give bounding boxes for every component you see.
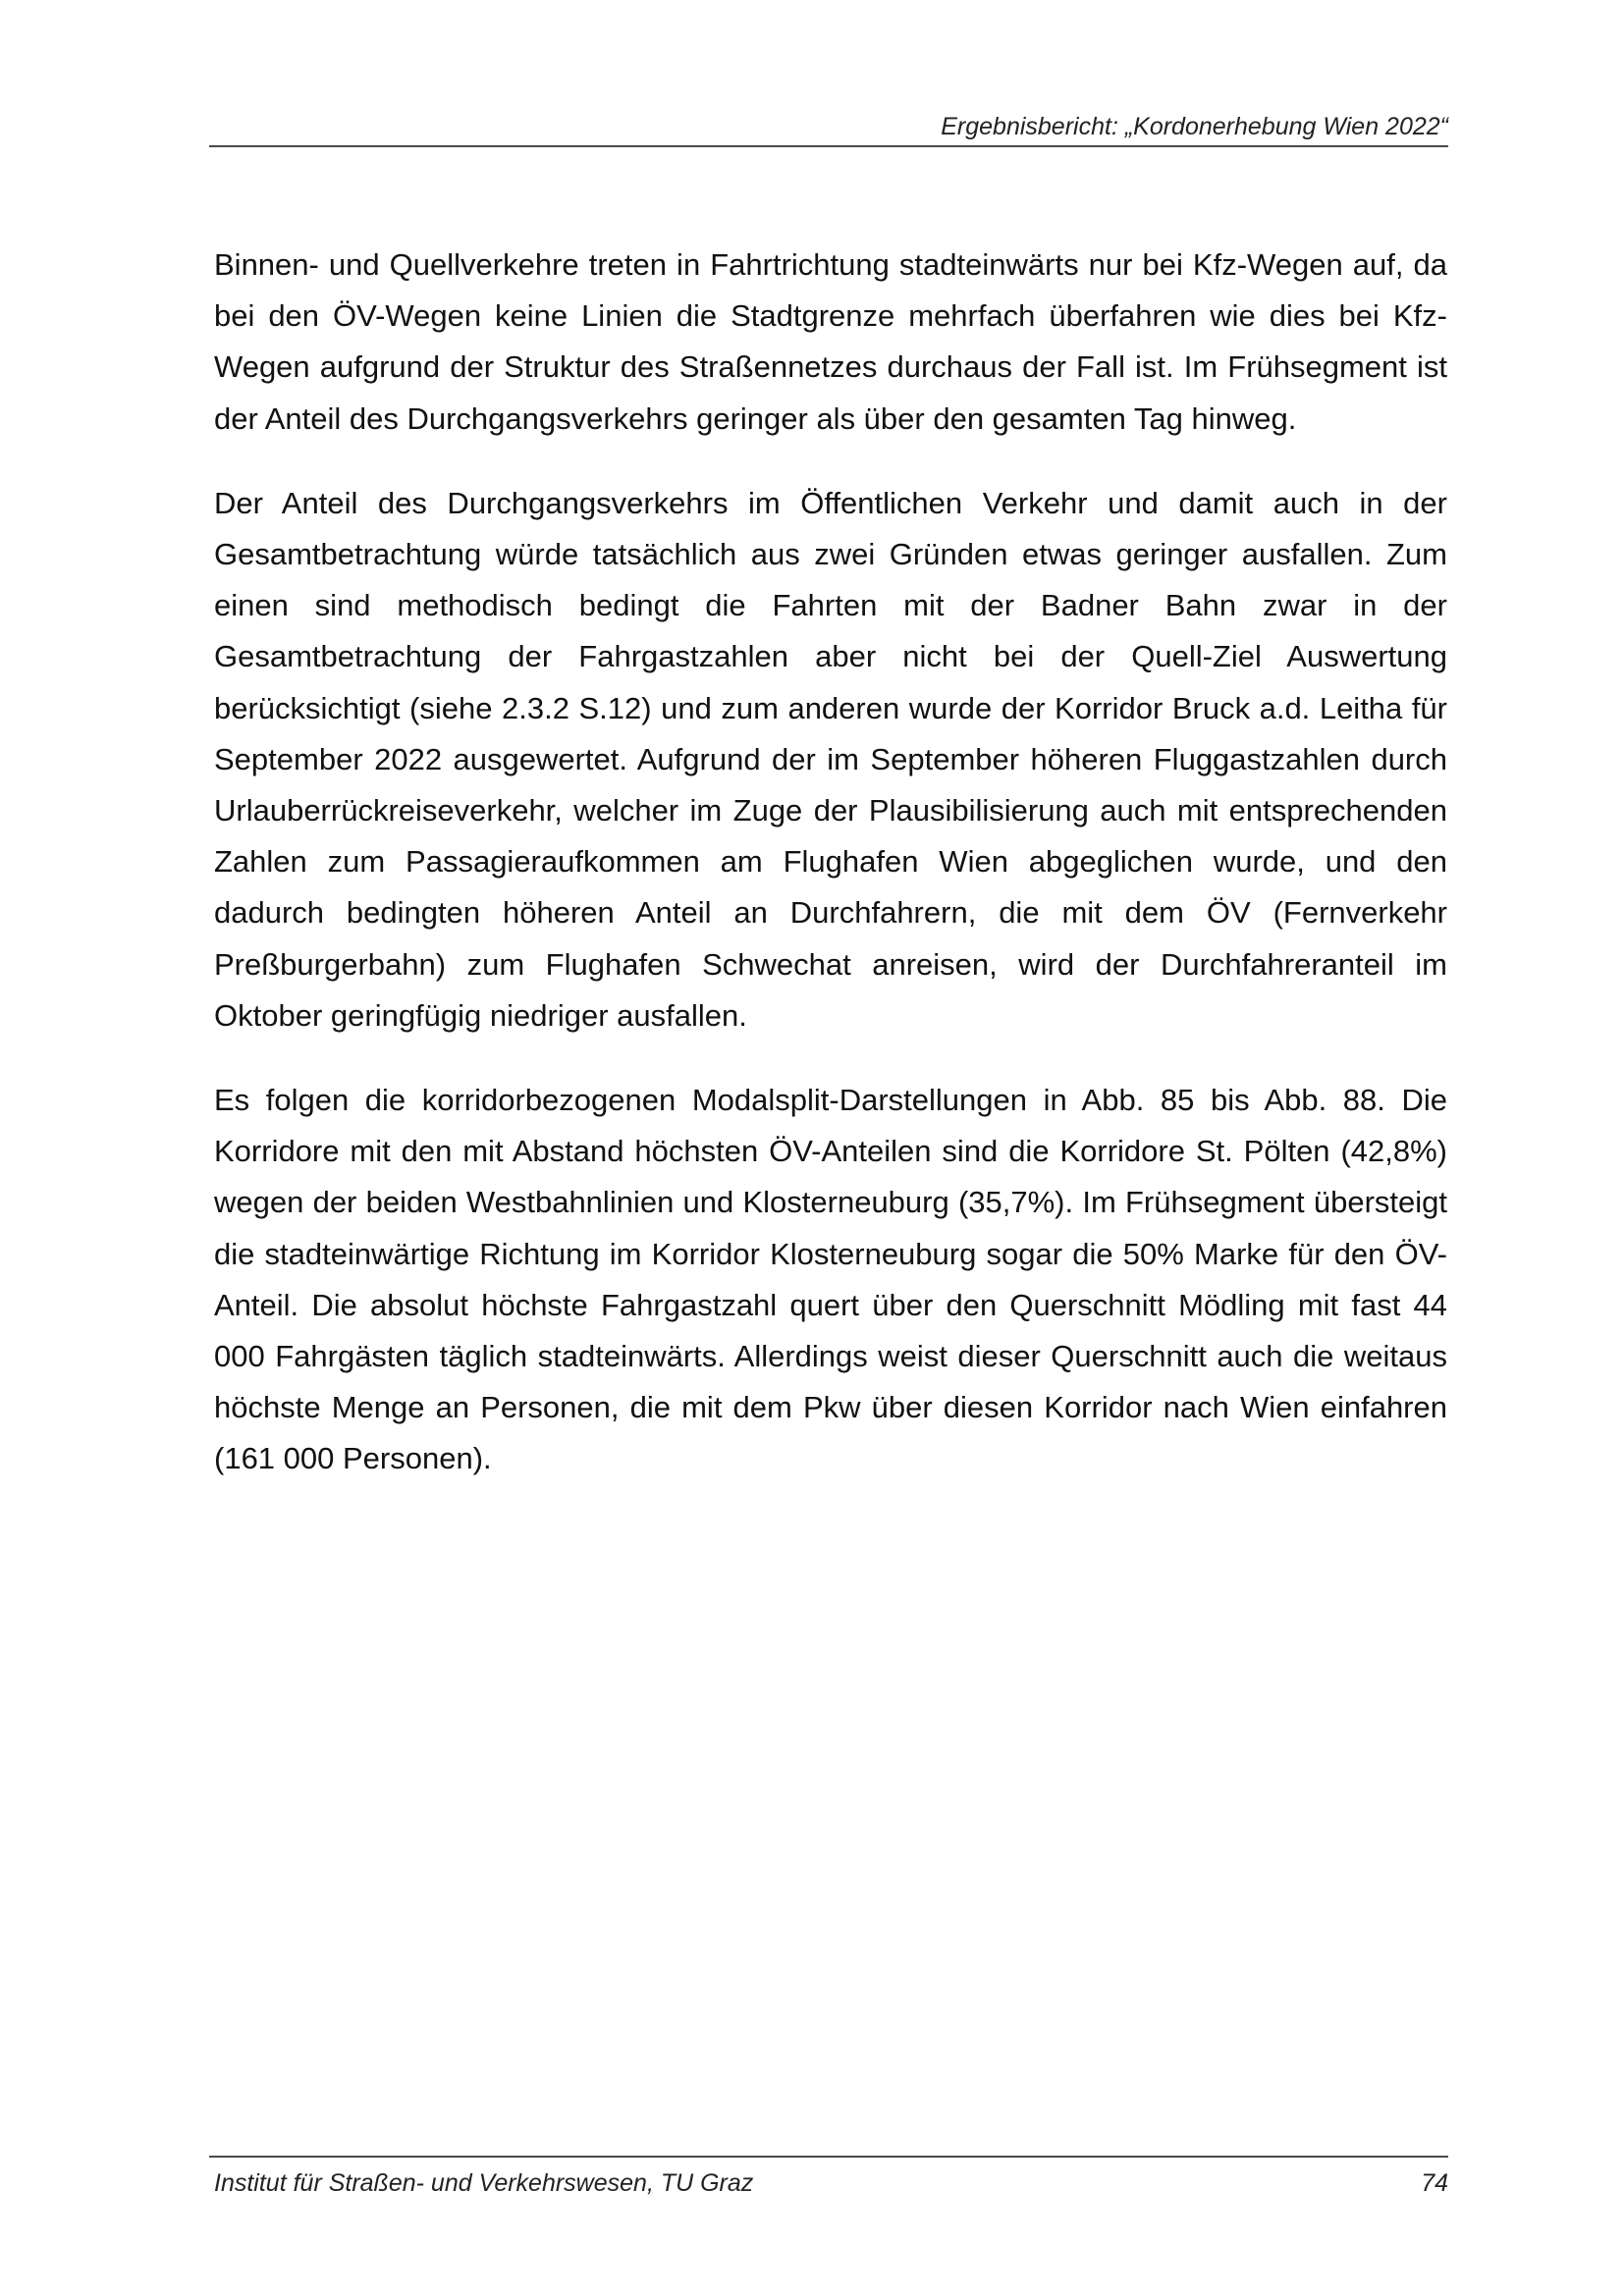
report-title: Ergebnisbericht: „Kordonerhebung Wien 2022“	[941, 113, 1448, 140]
page-number: 74	[1421, 2169, 1448, 2197]
page-footer	[209, 2156, 1448, 2205]
paragraph-transit-traffic: Binnen- und Quellverkehre treten in Fahrtrichtung stadteinwärts nur bei Kfz-Wegen auf, da bei den ÖV-Wegen keine Linien die Stadtgrenze mehrfach überfahren wie dies bei Kfz-Wegen aufgrund der Struktur des Straßennetzes durchaus der Fall ist. Im Frühsegment ist der Anteil des Durchgangsverkehrs geringer als über den gesamten Tag hinweg.	[214, 247, 1447, 436]
page-header	[209, 108, 1448, 147]
paragraph-modal-split: Es folgen die korridorbezogenen Modalsplit-Darstellungen in Abb. 85 bis Abb. 88. Die Korridore mit den mit Abstand höchsten ÖV-Anteilen sind die Korridore St. Pölten (42,8%) wegen der beiden Westbahnlinien und Klosterneuburg (35,7%). Im Frühsegment übersteigt die stadteinwärtige Richtung im Korridor Klosterneuburg sogar die 50% Marke für den ÖV-Anteil. Die absolut höchste Fahrgastzahl quert über den Querschnitt Mödling mit fast 44 000 Fahrgästen täglich stadteinwärts. Allerdings weist dieser Querschnitt auch die weitaus höchste Menge an Personen, die mit dem Pkw über diesen Korridor nach Wien einfahren (161 000 Personen).	[214, 1083, 1447, 1476]
paragraph-public-transport-share: Der Anteil des Durchgangsverkehrs im Öffentlichen Verkehr und damit auch in der Gesamtbetrachtung würde tatsächlich aus zwei Gründen etwas geringer ausfallen. Zum einen sind methodisch bedingt die Fahrten mit der Badner Bahn zwar in der Gesamtbetrachtung der Fahrgastzahlen aber nicht bei der Quell-Ziel Auswertung berücksichtigt (siehe 2.3.2 S.12) und zum anderen wurde der Korridor Bruck a.d. Leitha für September 2022 ausgewertet. Aufgrund der im September höheren Fluggastzahlen durch Urlauberrückreiseverkehr, welcher im Zuge der Plausibilisierung auch mit entsprechenden Zahlen zum Passagieraufkommen am Flughafen Wien abgeglichen wurde, und den dadurch bedingten höheren Anteil an Durchfahrern, die mit dem ÖV (Fernverkehr Preßburgerbahn) zum Flughafen Schwechat anreisen, wird der Durchfahreranteil im Oktober geringfügig niedriger ausfallen.	[214, 485, 1447, 1033]
body-text	[214, 240, 1447, 1519]
institute-name: Institut für Straßen- und Verkehrswesen, TU Graz	[214, 2169, 754, 2197]
